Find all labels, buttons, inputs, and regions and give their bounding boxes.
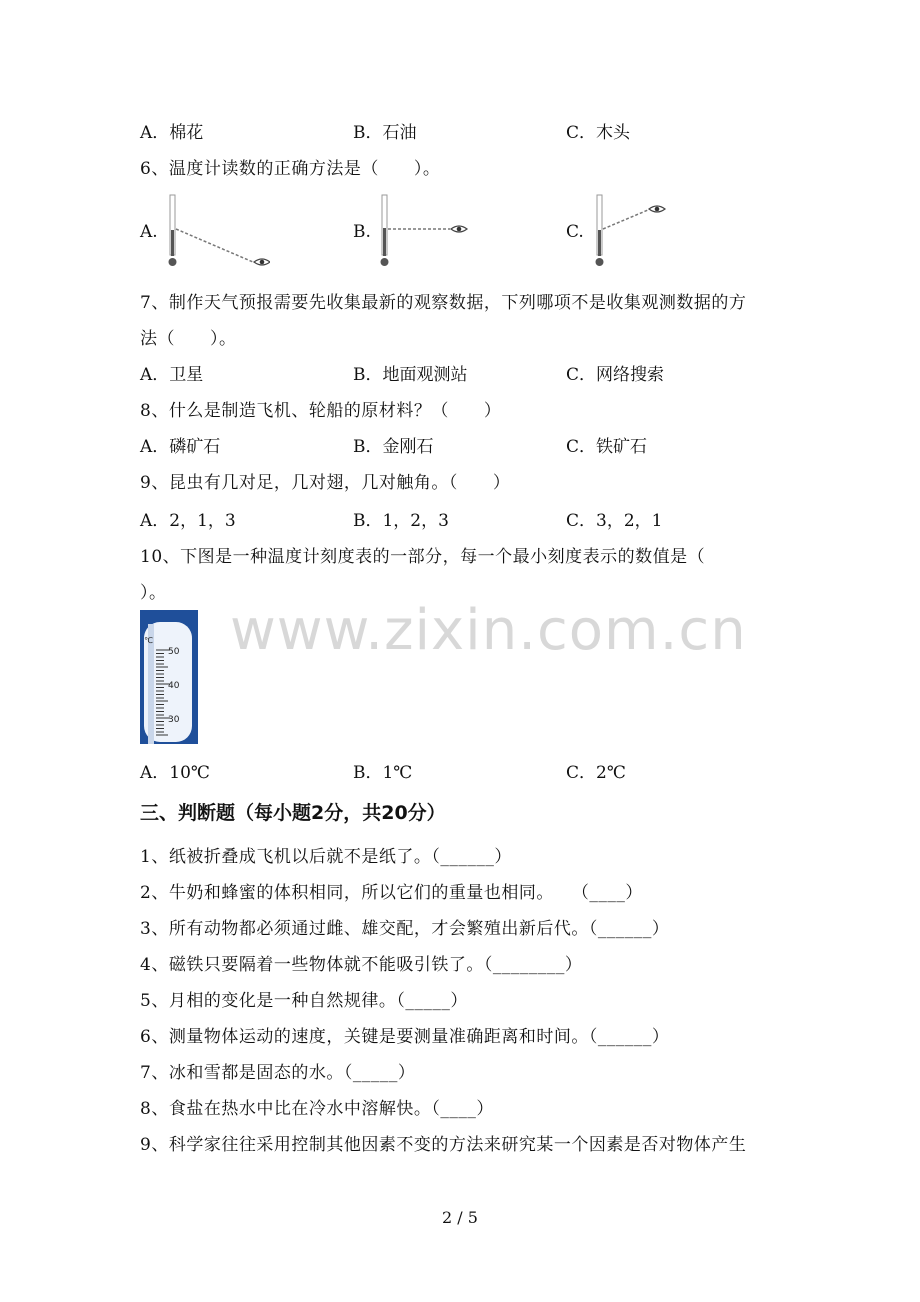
q9-option-a: A．2，1，3 xyxy=(140,511,236,531)
q10-option-a: A．10℃ xyxy=(140,763,210,783)
judgment-item-7: 7、冰和雪都是固态的水。（_____） xyxy=(140,1063,416,1083)
judgment-item-5: 5、月相的变化是一种自然规律。（_____） xyxy=(140,991,468,1011)
q6-option-a: A. xyxy=(140,222,158,242)
q6-option-b: B. xyxy=(353,222,371,242)
q10-option-b: B．1℃ xyxy=(353,763,413,783)
q7-option-a: A．卫星 xyxy=(140,365,204,385)
judgment-item-4: 4、磁铁只要隔着一些物体就不能吸引铁了。（________） xyxy=(140,955,583,975)
q8-option-a: A．磷矿石 xyxy=(140,437,221,457)
question-8: 8、什么是制造飞机、轮船的原材料？（ ） xyxy=(140,401,502,421)
q8-option-c: C．铁矿石 xyxy=(566,437,648,457)
q9-option-c: C．3，2，1 xyxy=(566,511,663,531)
judgment-item-6: 6、测量物体运动的速度，关键是要测量准确距离和时间。（______） xyxy=(140,1027,670,1047)
judgment-item-8: 8、食盐在热水中比在冷水中溶解快。（____） xyxy=(140,1099,494,1119)
question-7-line-1: 7、制作天气预报需要先收集最新的观察数据，下列哪项不是收集观测数据的方 xyxy=(140,293,747,313)
q7-option-c: C．网络搜索 xyxy=(566,365,665,385)
judgment-item-9: 9、科学家往往采用控制其他因素不变的方法来研究某一个因素是否对物体产生 xyxy=(140,1135,747,1155)
q7-option-b: B．地面观测站 xyxy=(353,365,468,385)
thermometer-eye-level-icon xyxy=(372,192,472,272)
thermometer-eye-below-icon xyxy=(158,192,270,272)
section-3-heading: 三、判断题（每小题2分，共20分） xyxy=(140,802,446,824)
question-10-line-2: ）。 xyxy=(140,583,167,603)
page-number: 2 / 5 xyxy=(442,1208,478,1227)
q8-option-b: B．金刚石 xyxy=(353,437,434,457)
judgment-item-2: 2、牛奶和蜂蜜的体积相同，所以它们的重量也相同。 （____） xyxy=(140,883,643,903)
q6-option-c: C. xyxy=(566,222,584,242)
scale-unit-label: ℃ xyxy=(144,636,153,645)
q5-option-c: C．木头 xyxy=(566,123,631,143)
question-7-line-2: 法（ ）。 xyxy=(140,329,237,349)
thermometer-eye-above-icon xyxy=(588,192,678,272)
q9-option-b: B．1，2，3 xyxy=(353,511,449,531)
judgment-item-1: 1、纸被折叠成飞机以后就不是纸了。（______） xyxy=(140,847,512,867)
question-6: 6、温度计读数的正确方法是（ ）。 xyxy=(140,159,441,179)
watermark: www.zixin.com.cn xyxy=(230,598,747,663)
question-10-line-1: 10、下图是一种温度计刻度表的一部分，每一个最小刻度表示的数值是（ xyxy=(140,547,706,567)
q10-option-c: C．2℃ xyxy=(566,763,626,783)
scale-label-50: 50 xyxy=(168,647,180,657)
judgment-item-3: 3、所有动物都必须通过雌、雄交配，才会繁殖出新后代。（______） xyxy=(140,919,670,939)
scale-label-40: 40 xyxy=(168,681,180,691)
question-9: 9、昆虫有几对足，几对翅，几对触角。（ ） xyxy=(140,473,511,493)
scale-label-30: 30 xyxy=(168,715,180,725)
q5-option-a: A．棉花 xyxy=(140,123,204,143)
q5-option-b: B．石油 xyxy=(353,123,417,143)
thermometer-scale-image xyxy=(140,610,198,744)
